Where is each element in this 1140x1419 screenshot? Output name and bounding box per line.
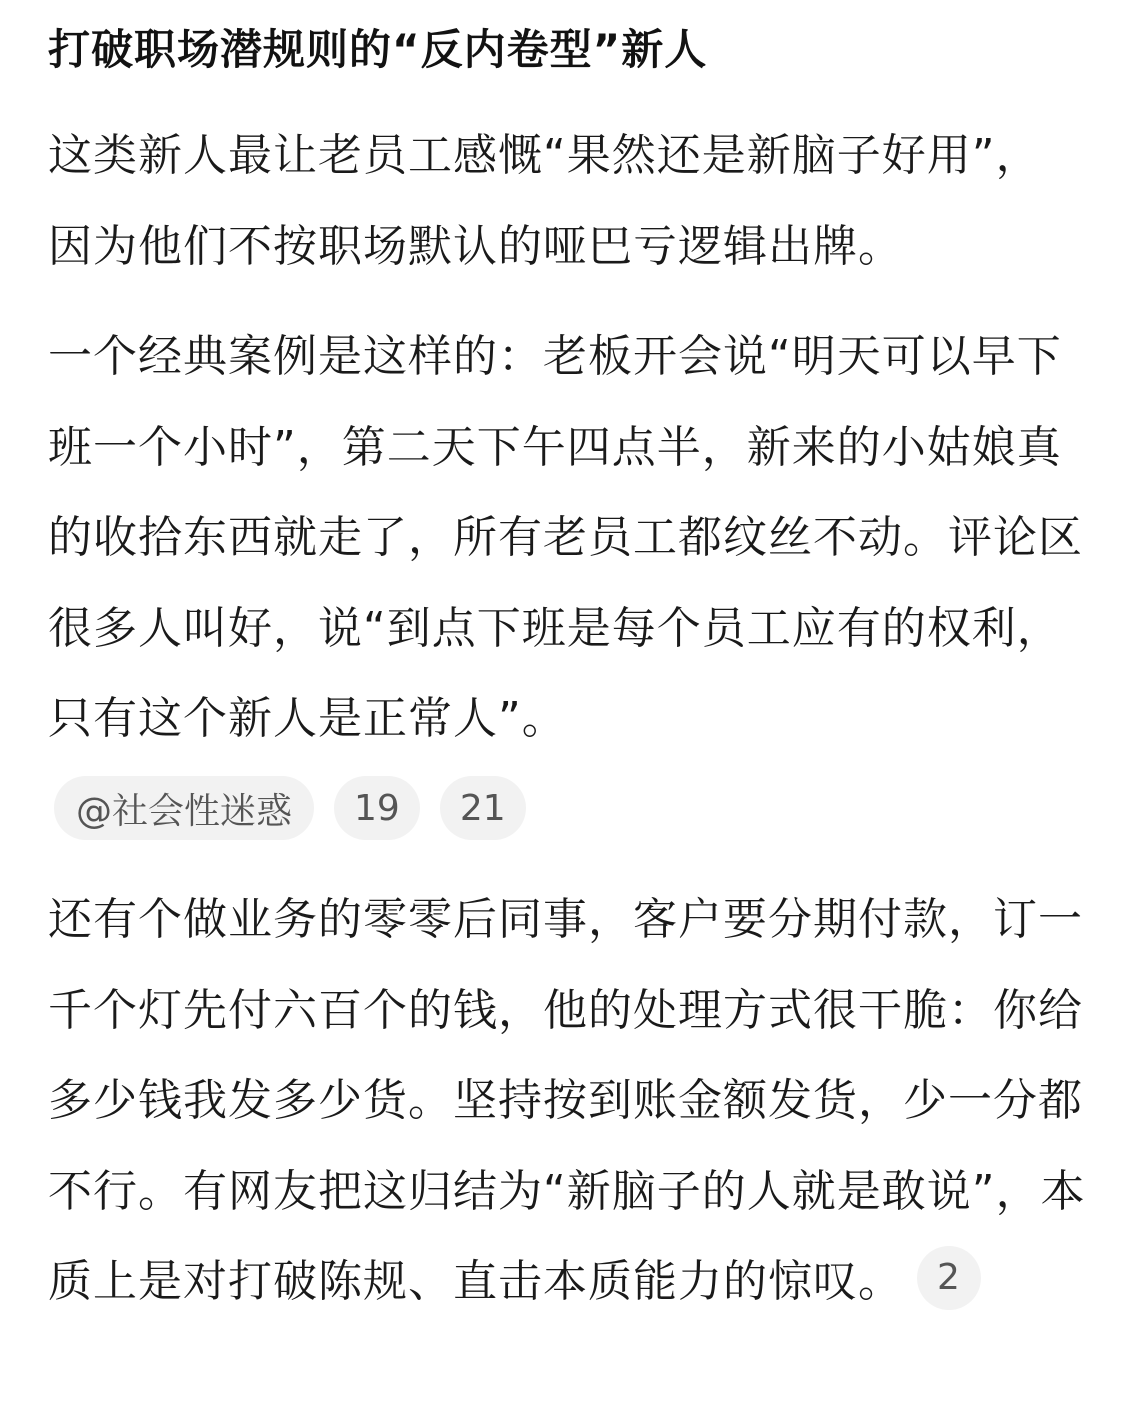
reference-chip[interactable]: 2 xyxy=(917,1246,981,1310)
paragraph-text: 还有个做业务的零零后同事，客户要分期付款，订一千个灯先付六百个的钱，他的处理方式很干脆：你给多少钱我发多少货。坚持按到账金额发货，少一分都不行。有网友把这归结为“新脑子的人就是敢说”，本质上是对打破陈规、直击本质能力的惊叹。 xyxy=(48,894,1086,1307)
article-paragraph: 一个经典案例是这样的：老板开会说“明天可以早下班一个小时”，第二天下午四点半，新来的小姑娘真的收拾东西就走了，所有老员工都纹丝不动。评论区很多人叫好，说“到点下班是每个员工应有的权利，只有这个新人是正常人”。 xyxy=(48,331,1083,744)
source-chip[interactable]: @社会性迷惑 xyxy=(54,776,314,840)
article-title: 打破职场潜规则的“反内卷型”新人 xyxy=(48,25,708,74)
article-paragraph: 这类新人最让老员工感慨“果然还是新脑子好用”，因为他们不按职场默认的哑巴亏逻辑出牌。 xyxy=(48,130,1041,272)
article xyxy=(48,0,1098,1307)
reference-chip[interactable]: 19 xyxy=(334,776,420,840)
article-paragraph xyxy=(48,875,1098,1328)
reference-chips xyxy=(54,776,526,840)
reference-chip[interactable]: 21 xyxy=(440,776,526,840)
